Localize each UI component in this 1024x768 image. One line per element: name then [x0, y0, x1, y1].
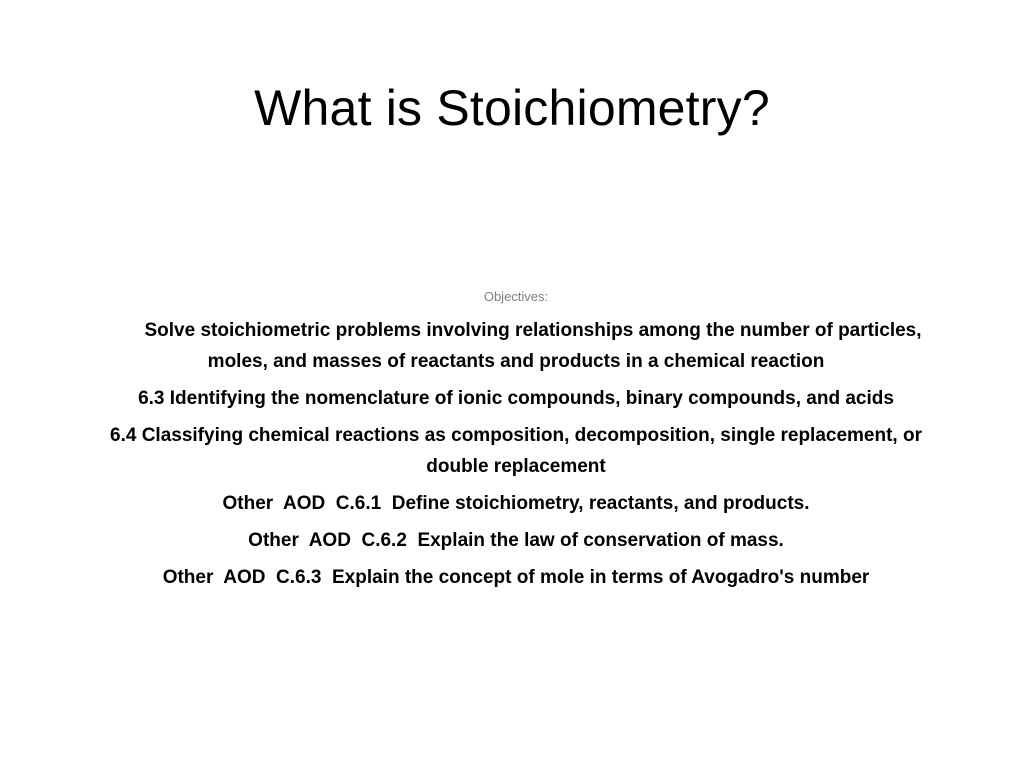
objectives-heading: Objectives:	[483, 289, 549, 304]
objective-item: Other AOD C.6.1 Define stoichiometry, reactants, and products.	[222, 493, 810, 514]
slide-body	[88, 288, 944, 599]
objective-item: Other AOD C.6.2 Explain the law of conservation of mass.	[248, 530, 784, 551]
objective-item: 6.3 Identifying the nomenclature of ionic compounds, binary compounds, and acids	[138, 388, 894, 409]
slide-title: What is Stoichiometry?	[254, 80, 770, 136]
objective-item: Other AOD C.6.3 Explain the concept of mole in terms of Avogadro's number	[162, 567, 870, 588]
objective-item: Solve stoichiometric problems involving relationships among the number of particles, moles, and masses of reactants and products in a chemical reaction	[144, 320, 922, 372]
objective-item: 6.4 Classifying chemical reactions as composition, decomposition, single replacement, or double replacement	[110, 425, 922, 477]
